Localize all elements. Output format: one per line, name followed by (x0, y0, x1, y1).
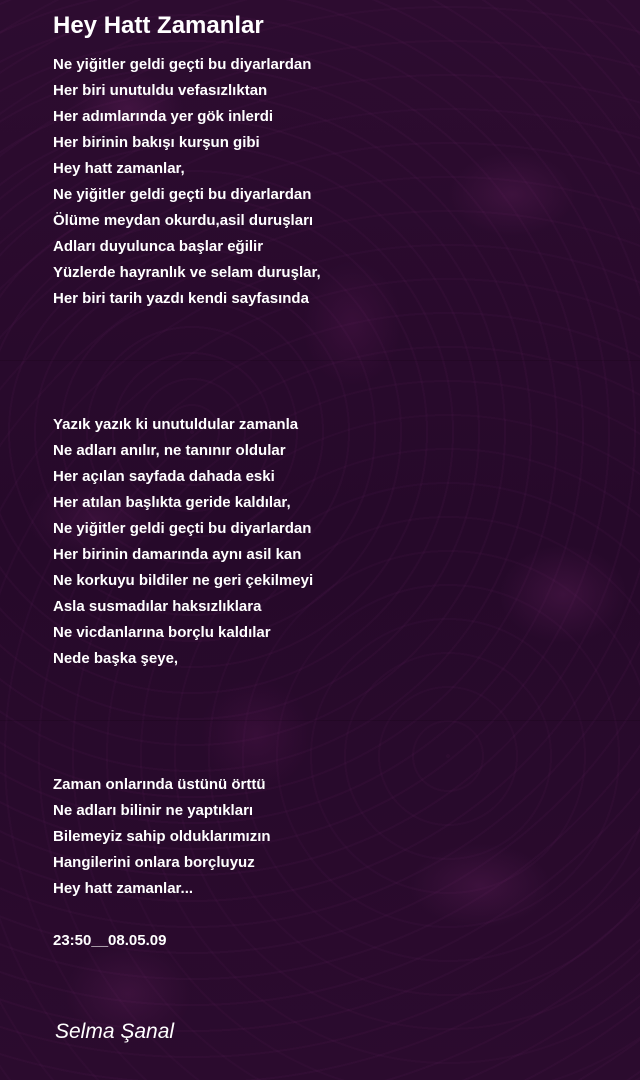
poem-line: Nede başka şeye, (53, 650, 179, 667)
poem-line: Her adımlarında yer gök inlerdi (53, 108, 274, 125)
section-divider (0, 360, 640, 361)
poem-date: 23:50__08.05.09 (53, 932, 167, 949)
poem-line: Asla susmadılar haksızlıklara (53, 598, 262, 615)
poem-line: Her atılan başlıkta geride kaldılar, (53, 494, 291, 511)
poem-author: Selma Şanal (55, 1020, 175, 1043)
poem-stanza-3 (53, 772, 271, 902)
poem-line: Ölüme meydan okurdu,asil duruşları (53, 212, 314, 229)
section-divider (0, 720, 640, 721)
poem-line: Her açılan sayfada dahada eski (53, 468, 275, 485)
poem-line: Hey hatt zamanlar, (53, 160, 185, 177)
poem-line: Ne vicdanlarına borçlu kaldılar (53, 624, 271, 641)
poem-line: Yazık yazık ki unutuldular zamanla (53, 416, 299, 433)
poem-line: Ne adları anılır, ne tanınır oldular (53, 442, 286, 459)
poem-line: Zaman onlarında üstünü örttü (53, 776, 266, 793)
poem-line: Adları duyulunca başlar eğilir (53, 238, 264, 255)
poem-line: Hey hatt zamanlar... (53, 880, 194, 897)
poem-line: Ne adları bilinir ne yaptıkları (53, 802, 254, 819)
poem-line: Ne yiğitler geldi geçti bu diyarlardan (53, 520, 312, 537)
poem-line: Hangilerini onlara borçluyuz (53, 854, 255, 871)
poem-line: Her birinin bakışı kurşun gibi (53, 134, 260, 151)
poem-stanza-2 (53, 412, 313, 672)
poem-line: Bilemeyiz sahip olduklarımızın (53, 828, 271, 845)
poem-stanza-1 (53, 52, 321, 312)
poem-line: Her biri unutuldu vefasızlıktan (53, 82, 268, 99)
poem-line: Her birinin damarında aynı asil kan (53, 546, 302, 563)
poem-line: Ne korkuyu bildiler ne geri çekilmeyi (53, 572, 314, 589)
poem-line: Ne yiğitler geldi geçti bu diyarlardan (53, 186, 312, 203)
poem-line: Ne yiğitler geldi geçti bu diyarlardan (53, 56, 312, 73)
poem-line: Her biri tarih yazdı kendi sayfasında (53, 290, 309, 307)
poem-title: Hey Hatt Zamanlar (53, 12, 264, 39)
poem-line: Yüzlerde hayranlık ve selam duruşlar, (53, 264, 321, 281)
